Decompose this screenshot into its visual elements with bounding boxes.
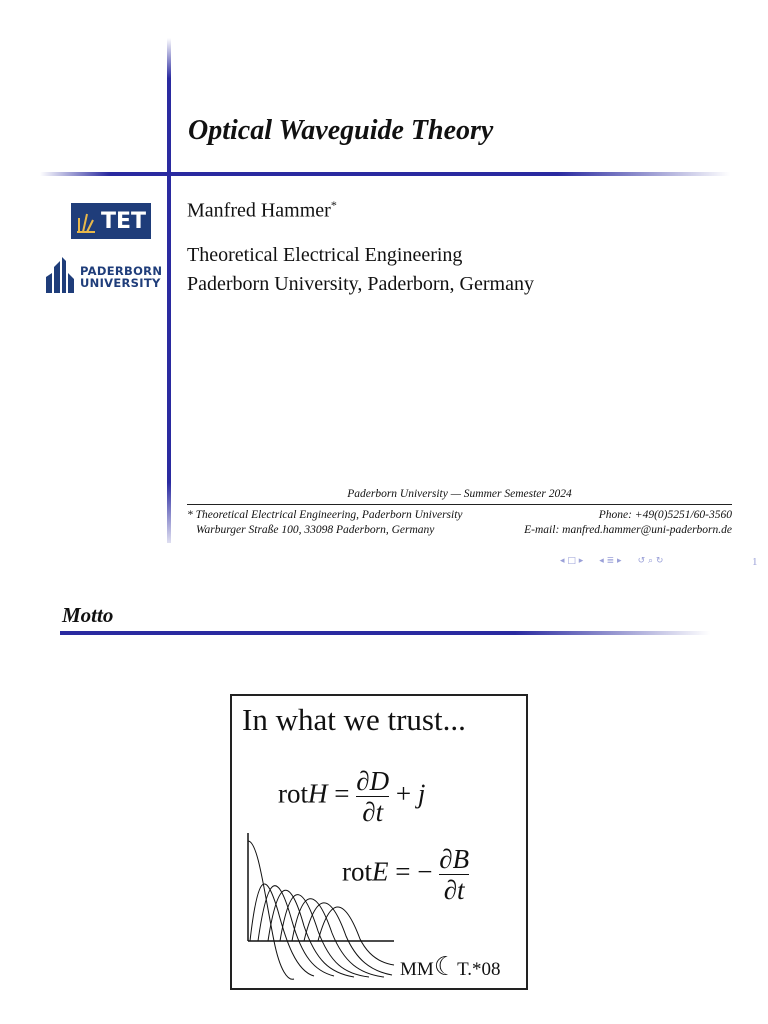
university-name-line2: UNIVERSITY (80, 276, 161, 290)
author-name-text: Manfred Hammer (187, 199, 331, 222)
page-number: 1 (752, 556, 758, 568)
maxwell-equation-ampere: rotH = $\frac{\partial D}{\partial t}$ + j (278, 766, 426, 827)
motto-title: Motto (62, 603, 114, 627)
rot-operator: rot (342, 856, 372, 887)
nav-prev-frame-icon[interactable]: ◂ □ ▸ (560, 556, 584, 566)
tet-logo (71, 203, 151, 239)
rot-operator: rot (278, 778, 308, 809)
university-logo-icon (44, 255, 78, 295)
paderborn-university-logo (44, 255, 163, 295)
tet-logo-text: TET (101, 208, 147, 234)
nav-section-icon[interactable]: ◂ ≣ ▸ (599, 556, 622, 566)
motto-heading: In what we trust... (242, 702, 466, 737)
university-name-line1: PADERBORN (80, 264, 163, 278)
phone: Phone: +49(0)5251/60-3560 (598, 509, 732, 521)
moon-icon: ☾ (433, 952, 458, 981)
footnote-address (187, 508, 463, 538)
beamer-navigation (560, 556, 663, 566)
nav-search-icon[interactable]: ↺ ⌕ ↻ (637, 556, 664, 566)
footer-institution-semester: Paderborn University — Summer Semester 2024 (347, 488, 572, 500)
author-name (187, 198, 337, 223)
motto-rule (60, 631, 710, 635)
horizontal-rule (40, 172, 730, 176)
affiliation-line1: Theoretical Electrical Engineering (187, 244, 463, 266)
signature-initials: MM (400, 959, 434, 980)
footnote-line1: * Theoretical Electrical Engineering, Paderborn University (187, 509, 463, 521)
author-footnote-mark: * (330, 198, 337, 212)
slide-title: Optical Waveguide Theory (188, 115, 494, 146)
tet-logo-icon (75, 208, 97, 234)
mode-profile-sketch (244, 831, 404, 981)
footer-rule (187, 504, 732, 505)
footnote-contact (524, 508, 732, 538)
affiliation-line2: Paderborn University, Paderborn, Germany (187, 273, 534, 295)
affiliation (187, 241, 534, 299)
vertical-rule (167, 38, 171, 543)
footnote-line2: Warburger Straße 100, 33098 Paderborn, Germany (196, 524, 435, 536)
signature-year: T.*08 (457, 959, 501, 980)
email: E-mail: manfred.hammer@uni-paderborn.de (524, 524, 732, 536)
motto-image (230, 694, 528, 990)
maxwell-equation-faraday: rotE = − $\frac{\partial B}{\partial t}$ (342, 844, 470, 905)
signature (400, 952, 501, 982)
